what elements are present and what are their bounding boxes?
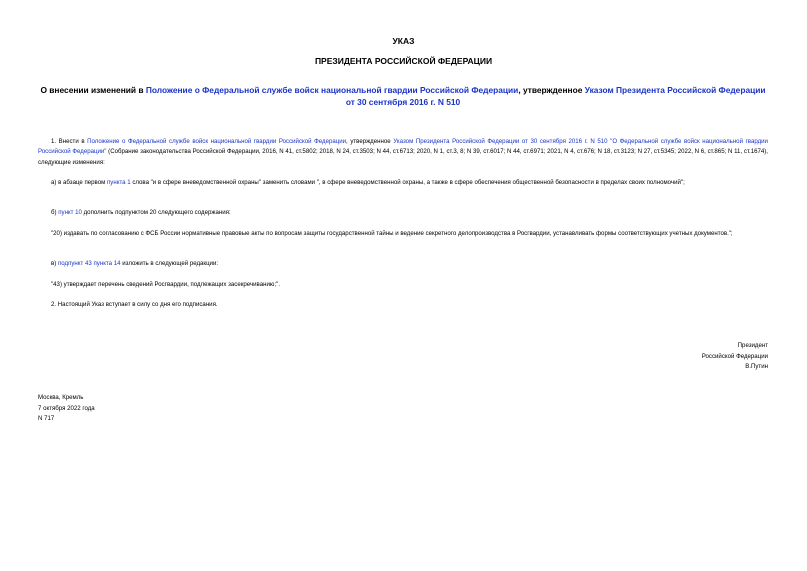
p1-text-2: , утвержденное: [346, 138, 394, 145]
subject-link-regulation[interactable]: Положение о Федеральной службе войск национальной гвардии Российской Федерации: [145, 85, 519, 95]
p2-link-item-1[interactable]: пункта 1: [107, 179, 131, 186]
paragraph-effective-date: 2. Настоящий Указ вступает в силу со дня его подписания.: [51, 301, 218, 308]
paragraph-2b: [38, 208, 768, 218]
p2-text-2: слова "и в сфере вневедомственной охраны" заменить словами ", в сфере вневедомственной охраны, а также в сфере обеспечения общественной безопасности в пределах своих полномочий";: [130, 179, 685, 186]
signature-country: Российской Федерации: [701, 352, 768, 360]
document-date: 7 октября 2022 года: [38, 404, 95, 412]
document-number: N 717: [38, 415, 55, 422]
p5-text-1: в): [51, 260, 58, 267]
paragraph-2a: [38, 178, 768, 188]
p3-text-1: б): [51, 209, 59, 216]
subject-link-decree[interactable]: Указом Президента Российской Федерации от 30 сентября 2016 г. N 510: [345, 85, 766, 107]
p2-text-1: а) в абзаце первом: [51, 179, 107, 186]
p1-text-3: (Собрание законодательства Российской Федерации, 2016, N 41, ст.5802; 2018, N 24, ст.3503; N 44, ст.6713; 2020, N 1, ст.3, 8; N 39, ст.6017; N 44, ст.6971; 2021, N 4, ст.676; N 18, ст.3123; N 27, ст.5345; 2022, N 6, ст.865; N 11, ст.1674), следующие изменения:: [38, 148, 768, 166]
paragraph-2c: [38, 259, 768, 269]
subject-text-1: О внесении изменений в: [40, 85, 146, 95]
place-name: Москва, Кремль: [38, 394, 84, 401]
signature-name: В.Путин: [745, 363, 768, 370]
paragraph-1: [38, 137, 768, 168]
p3-link-item-10[interactable]: пункт 10: [58, 209, 82, 216]
signature-block: [702, 341, 768, 373]
p1-link-regulation[interactable]: Положение о Федеральной службе войск национальной гвардии Российской Федерации: [87, 138, 347, 145]
document-title: УКАЗ: [392, 36, 415, 46]
signature-position: Президент: [737, 342, 768, 349]
p3-text-2: дополнить подпунктом 20 следующего содержания:: [81, 209, 231, 216]
p1-link-decree[interactable]: Указом Президента Российской Федерации от 30 сентября 2016 г. N 510 "О Федеральной службе войск национальной гвардии Российской Федерации": [38, 138, 768, 156]
p5-text-2: изложить в следующей редакции:: [120, 260, 219, 267]
subject-text-2: , утвержденное: [518, 85, 585, 95]
p5-link-subitem-43[interactable]: подпункт 43 пункта 14: [57, 260, 121, 267]
document-subject: [38, 85, 768, 108]
paragraph-subitem-43: "43) утверждает перечень сведений Росгвардии, подлежащих засекречиванию;".: [51, 281, 280, 288]
p1-text-1: 1. Внести в: [51, 138, 88, 145]
place-date-block: [38, 393, 95, 425]
document-subtitle: ПРЕЗИДЕНТА РОССИЙСКОЙ ФЕДЕРАЦИИ: [314, 56, 493, 66]
paragraph-subitem-20: "20) издавать по согласованию с ФСБ России нормативные правовые акты по вопросам защиты государственной тайны и ведение секретного делопроизводства в Росгвардии, устанавливать формы соответствующих учетных документов.";: [51, 230, 733, 237]
